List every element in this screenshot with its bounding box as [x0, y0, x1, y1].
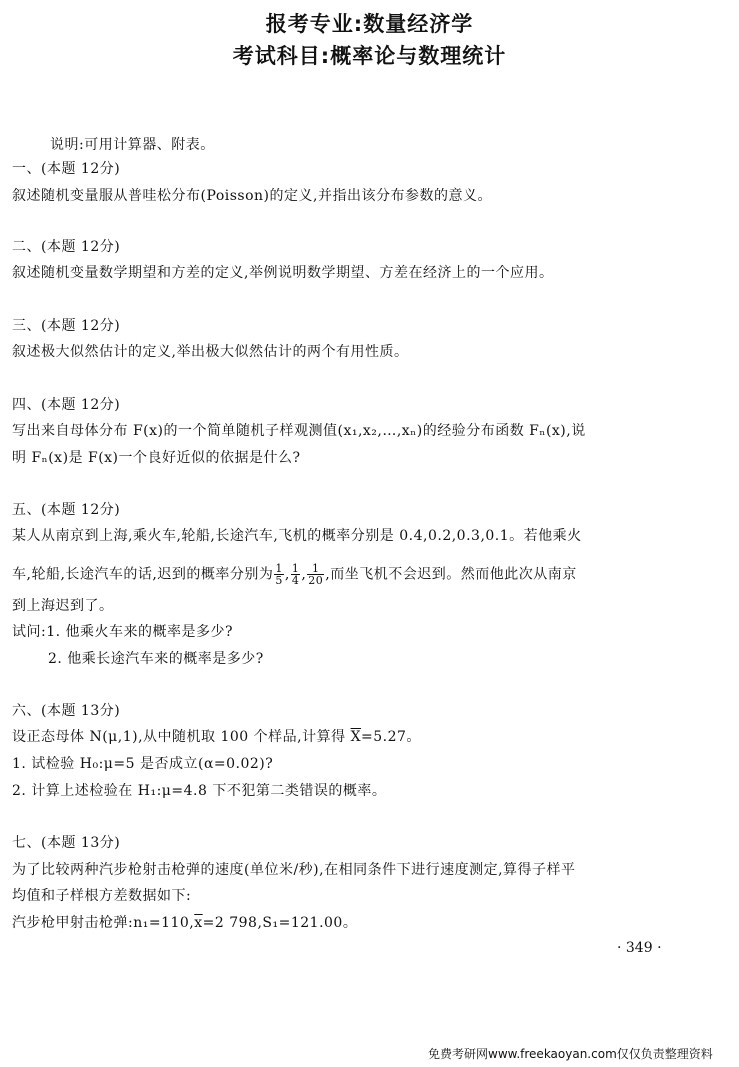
- q4-line-2: 明 Fₙ(x)是 F(x)一个良好近似的依据是什么?: [12, 450, 301, 466]
- exam-major-title: 报考专业:数量经济学: [265, 12, 474, 36]
- exam-subject-title: 考试科目:概率论与数理统计: [232, 44, 507, 68]
- q1-text: 叙述随机变量服从普哇松分布(Poisson)的定义,并指出该分布参数的意义。: [12, 188, 492, 204]
- q7-line-3: 汽步枪甲射击枪弹$:n_1=110,\overline{x}=2$ 798,S₁=121.00。: [12, 915, 358, 931]
- q6-line-1: 设正态母体 N(μ,1),从中随机取 100 个样品,计算得 $\overline{X}=5.27$。: [12, 729, 421, 745]
- q6-line-2: 1. 试检验 H₀:μ=5 是否成立(α=0.02)?: [12, 756, 274, 772]
- fraction-1-4: $\frac{1}{4}$: [291, 562, 300, 587]
- q5-line-2: 车,轮船,长途汽车的话,迟到的概率分别为 $\frac{1}{5}$ , $\frac{1}{4}$ , $\frac{1}{20}$ ,而坐飞机不会迟到。然而他此次从南京: [12, 562, 577, 587]
- sample-mean-symbol-2: $\overline{x}$: [194, 915, 203, 931]
- q5-ask-1: 试问:1. 他乘火车来的概率是多少?: [12, 624, 234, 640]
- q7-line-2: 均值和子样根方差数据如下:: [12, 888, 192, 904]
- q6-line-3: 2. 计算上述检验在 H₁:μ=4.8 下不犯第二类错误的概率。: [12, 783, 387, 799]
- q4-heading: 四、(本题 12分): [12, 397, 121, 413]
- q7-heading: 七、(本题 13分): [12, 835, 121, 851]
- fraction-1-5: $\frac{1}{5}$: [275, 562, 283, 587]
- exam-note: 说明:可用计算器、附表。: [50, 137, 215, 153]
- q5-line-1: 某人从南京到上海,乘火车,轮船,长途汽车,飞机的概率分别是 0.4,0.2,0.3,0.1。若他乘火: [12, 528, 582, 544]
- sample-mean-symbol: $\overline{X}$: [350, 729, 362, 745]
- q5-line-2-post: ,而坐飞机不会迟到。然而他此次从南京: [325, 566, 577, 583]
- q2-text: 叙述随机变量数学期望和方差的定义,举例说明数学期望、方差在经济上的一个应用。: [12, 265, 554, 281]
- q3-heading: 三、(本题 12分): [12, 318, 121, 334]
- q5-line-2-pre: 车,轮船,长途汽车的话,迟到的概率分别为: [12, 566, 274, 583]
- q1-heading: 一、(本题 12分): [12, 161, 121, 177]
- q6-heading: 六、(本题 13分): [12, 703, 121, 719]
- q7-line-1: 为了比较两种汽步枪射击枪弹的速度(单位米/秒),在相同条件下进行速度测定,算得子样平: [12, 862, 576, 878]
- source-footer: 免费考研网www.freekaoyan.com仅仅负责整理资料: [428, 1047, 713, 1061]
- q3-text: 叙述极大似然估计的定义,举出极大似然估计的两个有用性质。: [12, 344, 409, 360]
- q4-line-1: 写出来自母体分布 F(x)的一个简单随机子样观测值(x₁,x₂,…,xₙ)的经验分布函数 Fₙ(x),说: [12, 423, 586, 439]
- q2-heading: 二、(本题 12分): [12, 239, 121, 255]
- q5-ask-2: 2. 他乘长途汽车来的概率是多少?: [48, 651, 264, 667]
- fraction-1-20: $\frac{1}{20}$: [308, 562, 324, 587]
- q5-line-3: 到上海迟到了。: [12, 598, 114, 614]
- q5-heading: 五、(本题 12分): [12, 502, 121, 518]
- page-number: · 349 ·: [617, 940, 662, 956]
